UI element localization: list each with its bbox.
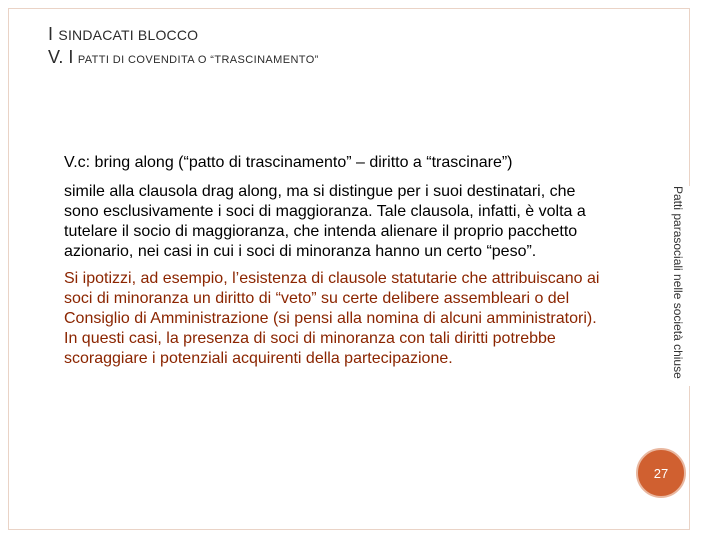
sidebar-label: Patti parasociali nelle società chiuse [671, 186, 685, 379]
title-line1-rest: SINDACATI BLOCCO [58, 27, 199, 43]
vertical-sidebar [671, 186, 691, 386]
paragraph-example: Si ipotizzi, ad esempio, l’esistenza di clausole statutarie che attribuiscano ai soci di minoranza un diritto di “veto” su certe delibere assembleari o del Consiglio di Amministrazione (si pensi alla nomina di alcuni amministratori). In questi casi, la presenza di soci di minoranza con tali diritti potrebbe scoraggiare i potenziali acquirenti della partecipazione. [64, 270, 600, 367]
body-text [64, 182, 670, 369]
page-number-badge [636, 448, 686, 498]
title-line2-initial: V. I [48, 47, 74, 67]
title-line1-initial: I [48, 24, 54, 44]
slide-title [48, 24, 198, 45]
slide-subtitle [48, 47, 319, 68]
page-number: 27 [653, 465, 669, 481]
paragraph-definition: simile alla clausola drag along, ma si distingue per i suoi destinatari, che sono esclusivamente i soci di maggioranza. Tale clausola, infatti, è volta a tutelare il socio di maggioranza, che intenda alienare il proprio pacchetto azionario, nei casi in cui i soci di minoranza hanno un certo “peso”. [64, 183, 586, 260]
section-heading: V.c: bring along (“patto di trascinamento” – diritto a “trascinare”) [64, 154, 513, 171]
title-line2-rest: PATTI DI COVENDITA O “TRASCINAMENTO” [77, 54, 319, 66]
